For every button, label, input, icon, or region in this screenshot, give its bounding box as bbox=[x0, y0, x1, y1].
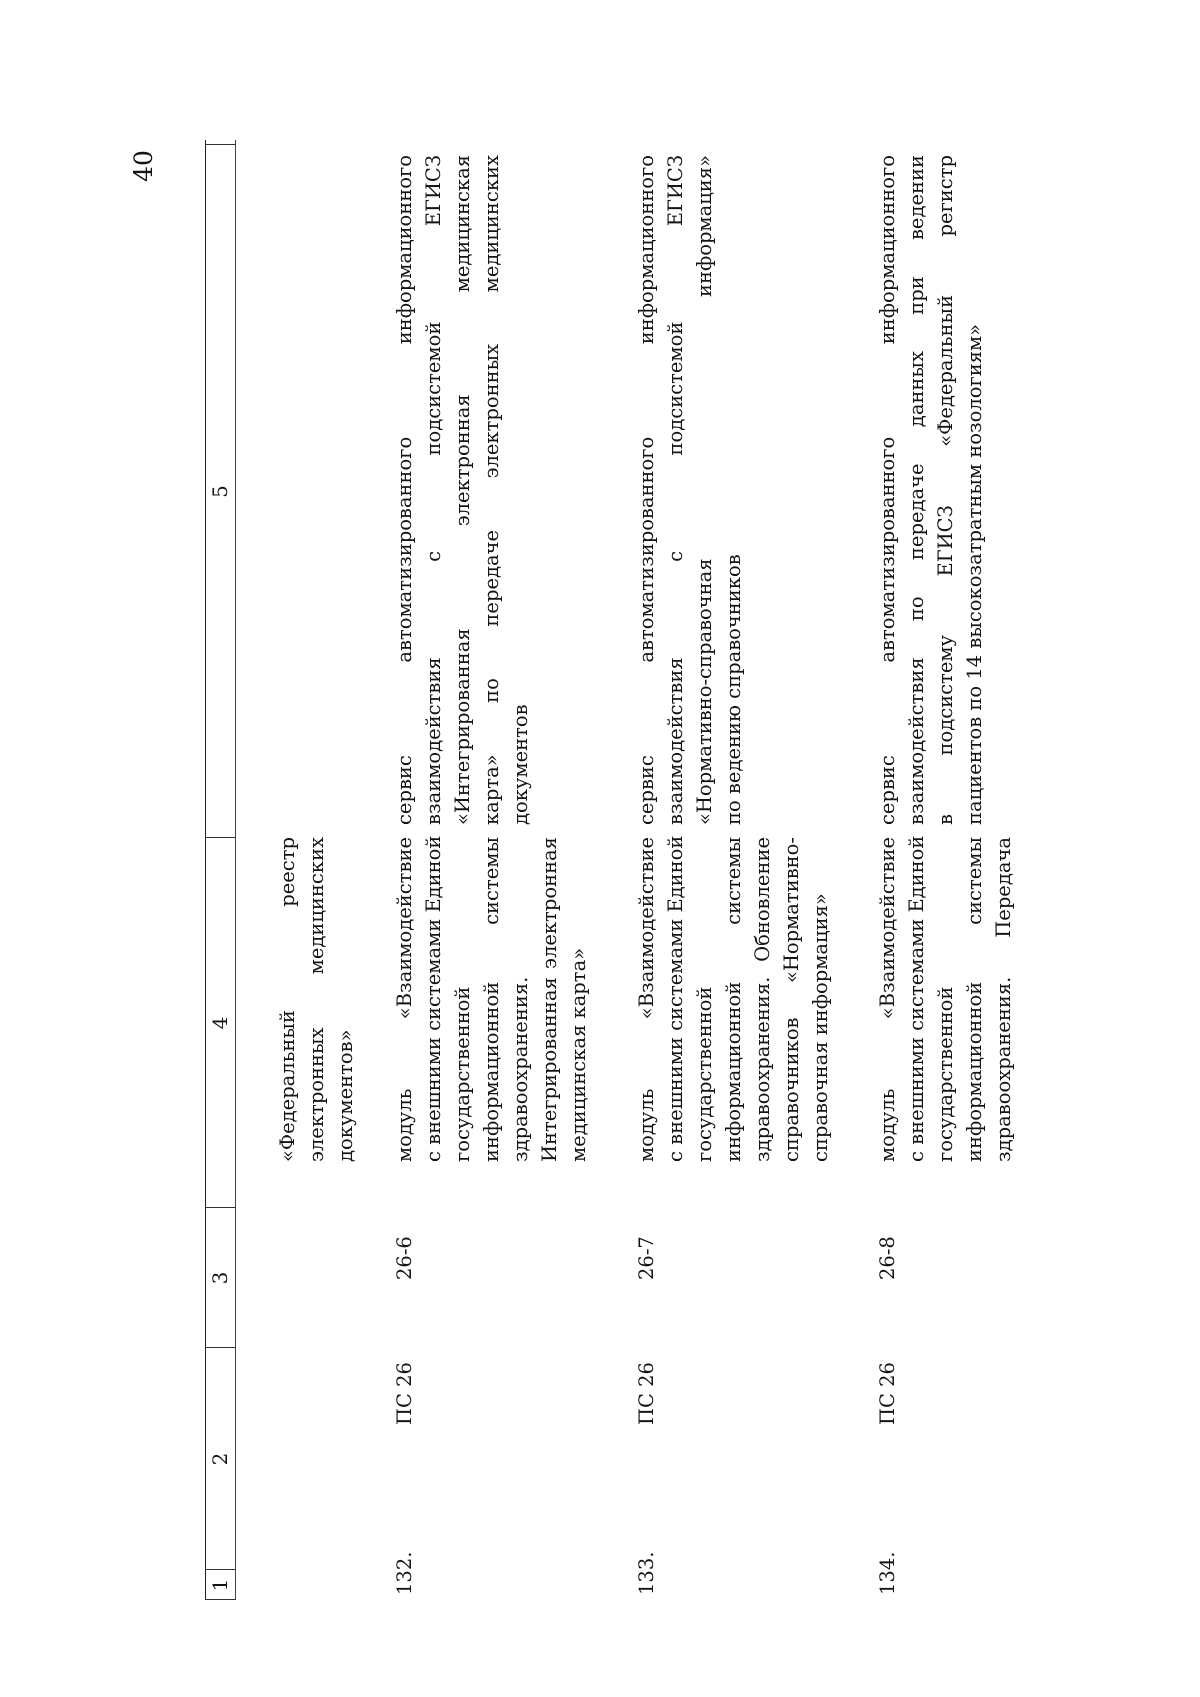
text-line: информационной системы bbox=[722, 837, 745, 1162]
subsystem-code: ПС 26 bbox=[876, 1362, 899, 1425]
page-number: 40 bbox=[129, 150, 158, 182]
text-line: Интегрированная электронная bbox=[538, 837, 561, 1162]
text-line: с внешними системами Единой bbox=[664, 835, 687, 1162]
text-line: по ведению справочников bbox=[722, 554, 745, 825]
text-line: в подсистему ЕГИСЗ «Федеральный регистр bbox=[934, 155, 957, 825]
text-line: с внешними системами Единой bbox=[422, 835, 445, 1162]
header-bottom-border bbox=[235, 140, 236, 1600]
text-line: государственной bbox=[934, 986, 957, 1162]
module-description bbox=[873, 837, 1018, 1162]
header-col-5: 5 bbox=[208, 485, 232, 498]
text-line: сервис автоматизированного информационного bbox=[876, 155, 899, 825]
row-number: 134. bbox=[876, 1551, 899, 1595]
text-line: электронных медицинских bbox=[305, 837, 328, 1162]
text-line: здравоохранения. Передача bbox=[992, 837, 1015, 1162]
text-line: модуль «Взаимодействие bbox=[393, 837, 416, 1162]
subsystem-code: ПС 26 bbox=[635, 1362, 658, 1425]
text-line: карта» по передаче электронных медицинских bbox=[480, 155, 503, 825]
text-line: сервис автоматизированного информационного bbox=[393, 155, 416, 825]
service-description bbox=[632, 155, 748, 825]
text-line: модуль «Взаимодействие bbox=[635, 837, 658, 1162]
header-col-2: 2 bbox=[208, 1452, 232, 1466]
text-line: здравоохранения. Обновление bbox=[751, 837, 774, 1162]
module-description bbox=[632, 837, 835, 1162]
text-line: «Нормативно-справочная информация» bbox=[693, 155, 716, 825]
header-col-3: 3 bbox=[208, 1271, 232, 1285]
module-code: 26-8 bbox=[876, 1236, 899, 1280]
header-col-4: 4 bbox=[208, 1016, 232, 1030]
text-line: здравоохранения. bbox=[509, 976, 532, 1162]
text-line: государственной bbox=[451, 986, 474, 1162]
text-line: пациентов по 14 высокозатратным нозологиям» bbox=[963, 323, 986, 825]
row-number: 132. bbox=[393, 1551, 416, 1595]
row-number: 133. bbox=[635, 1551, 658, 1595]
text-line: «Интегрированная электронная медицинская bbox=[451, 155, 474, 825]
text-line: сервис автоматизированного информационного bbox=[635, 155, 658, 825]
text-line: модуль «Взаимодействие bbox=[876, 837, 899, 1162]
table-rotated bbox=[205, 140, 1015, 1600]
text-line: справочная информация» bbox=[809, 893, 832, 1162]
module-code: 26-7 bbox=[635, 1236, 658, 1280]
text-line: информационной системы bbox=[480, 837, 503, 1162]
text-line: документов» bbox=[334, 1029, 357, 1162]
text-line: справочников «Нормативно- bbox=[780, 837, 803, 1162]
text-line: взаимодействия по передаче данных при ведении bbox=[905, 155, 928, 825]
text-line: взаимодействия с подсистемой ЕГИСЗ bbox=[664, 155, 687, 825]
module-description bbox=[273, 837, 360, 1162]
text-line: медицинская карта» bbox=[567, 947, 590, 1162]
module-description bbox=[390, 837, 593, 1162]
text-line: информационной системы bbox=[963, 837, 986, 1162]
text-line: «Федеральный реестр bbox=[276, 837, 299, 1162]
text-line: взаимодействия с подсистемой ЕГИСЗ bbox=[422, 155, 445, 825]
subsystem-code: ПС 26 bbox=[393, 1362, 416, 1425]
text-line: документов bbox=[509, 704, 532, 825]
text-line: государственной bbox=[693, 986, 716, 1162]
header-col-1: 1 bbox=[208, 1578, 232, 1592]
module-code: 26-6 bbox=[393, 1236, 416, 1280]
service-description bbox=[873, 155, 989, 825]
service-description bbox=[390, 155, 535, 825]
text-line: с внешними системами Единой bbox=[905, 835, 928, 1162]
